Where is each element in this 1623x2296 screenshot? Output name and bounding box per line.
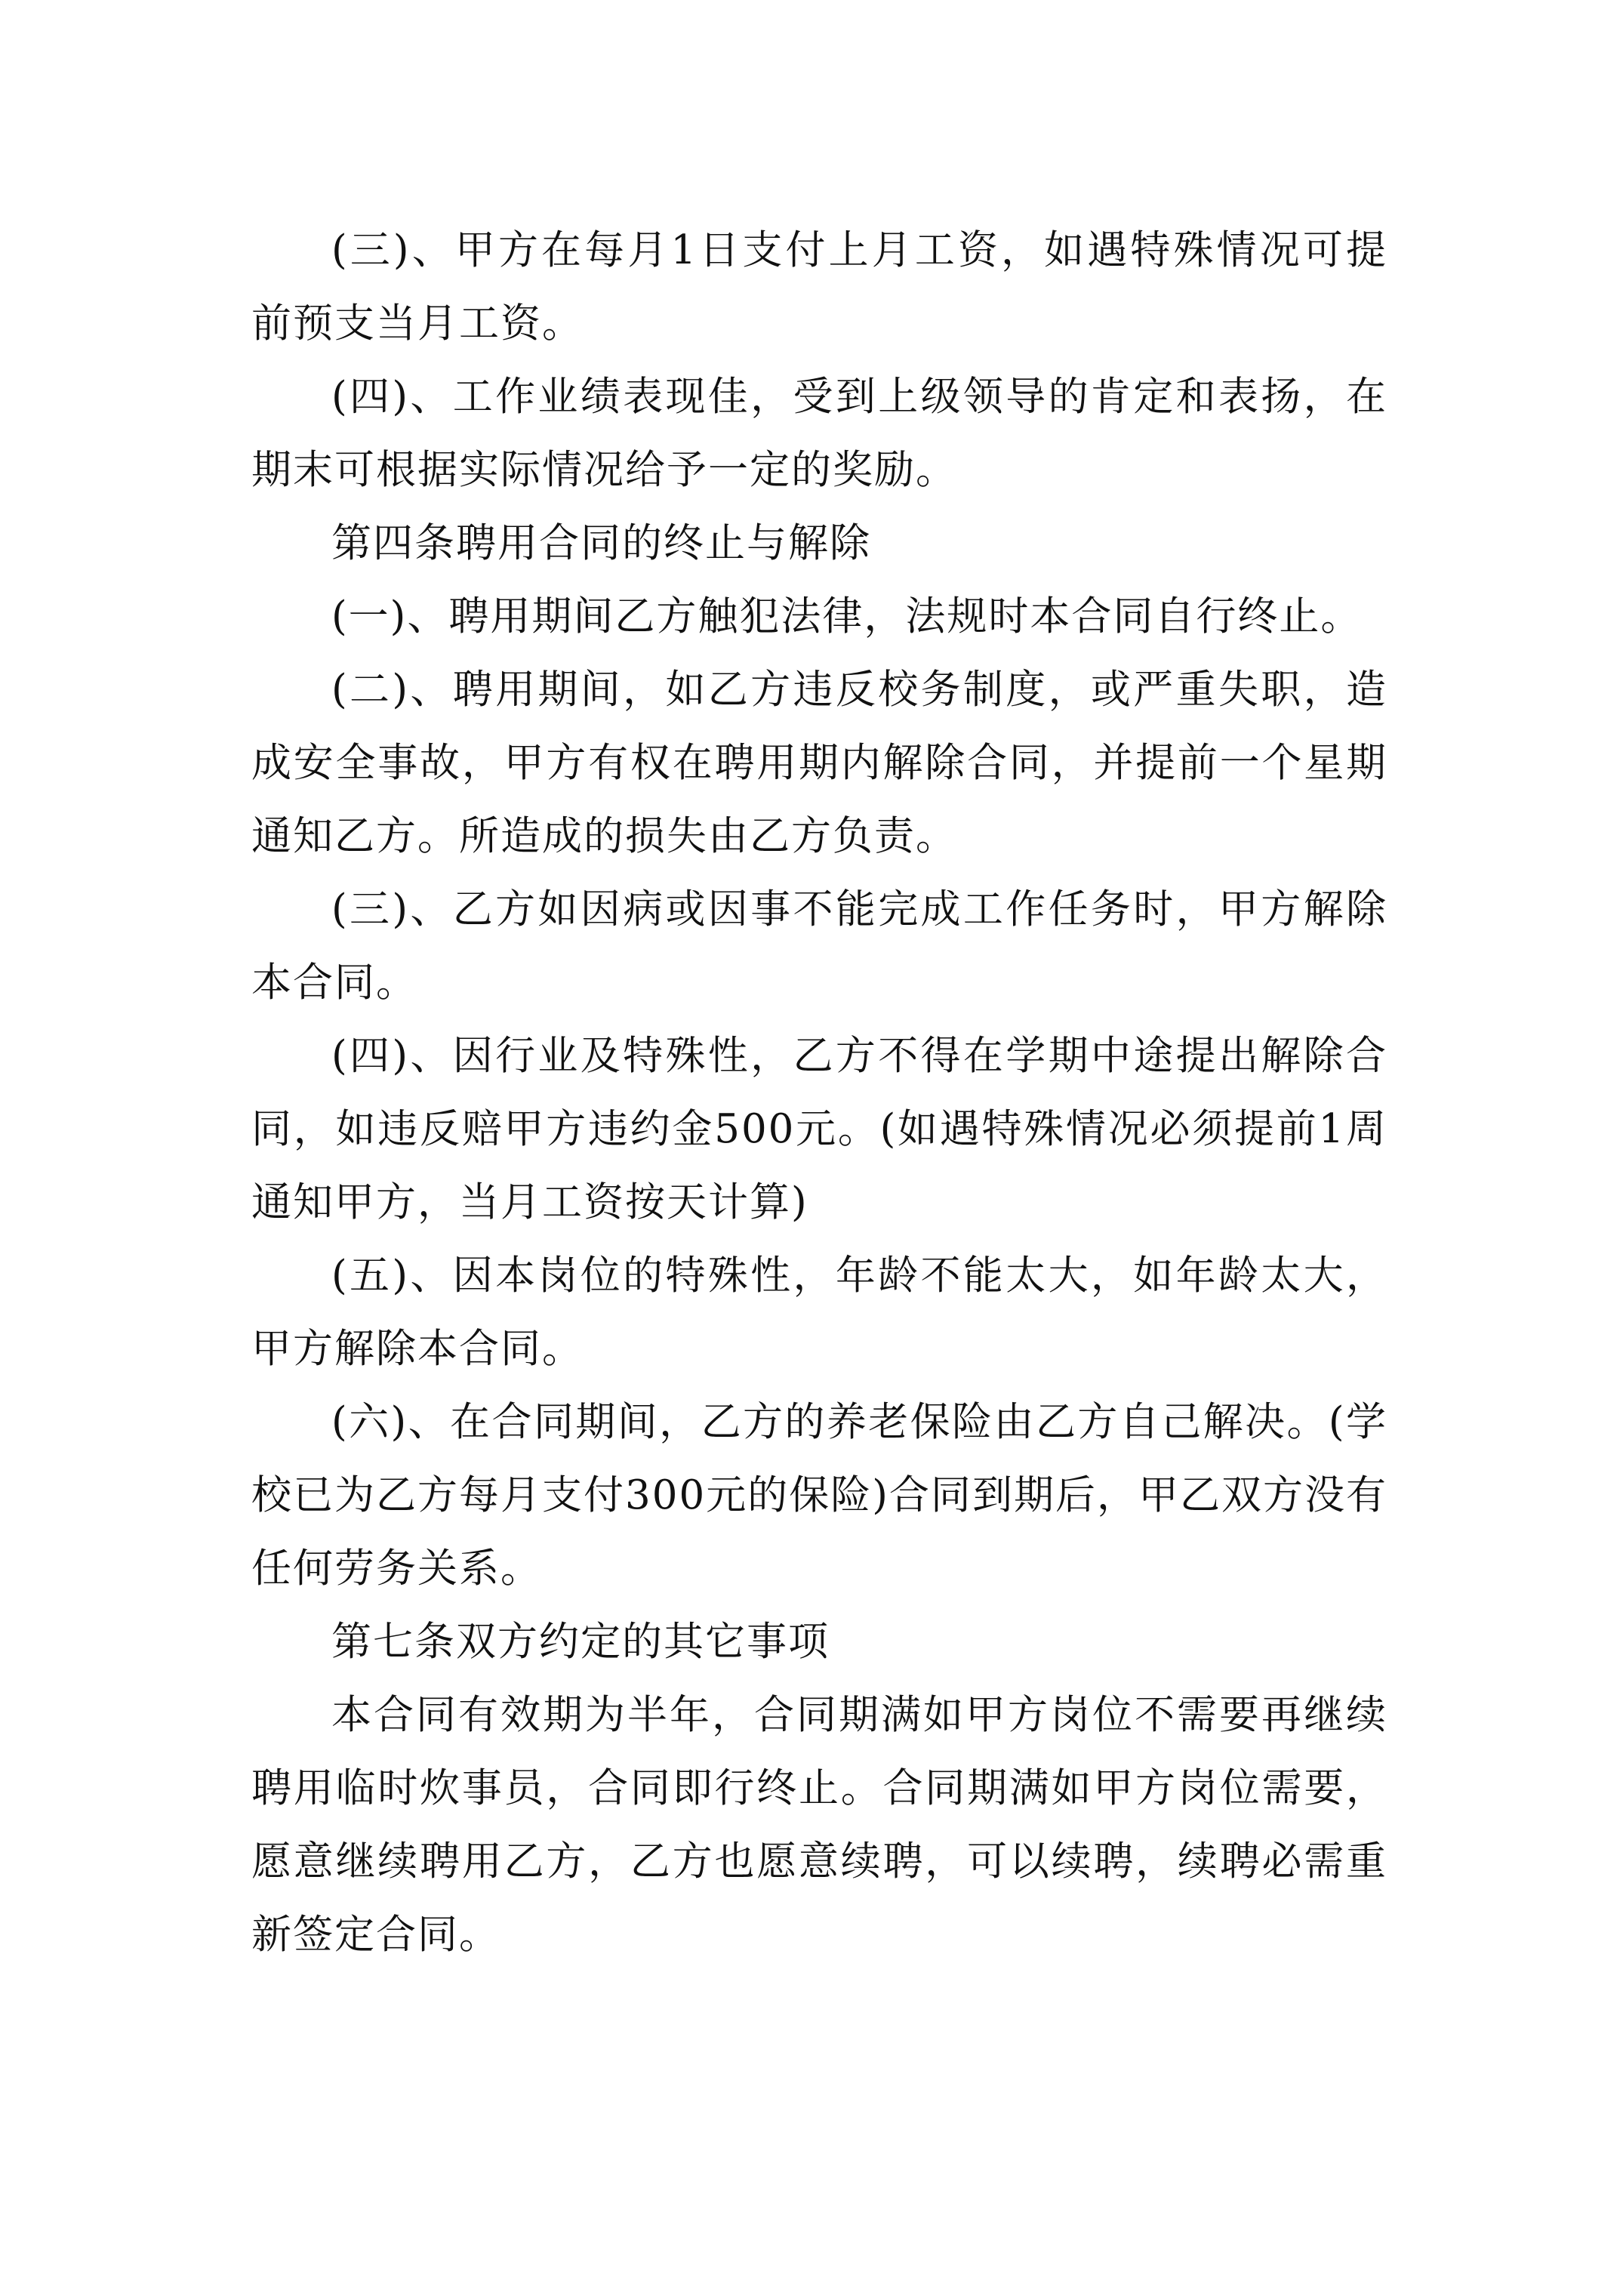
paragraph-contract-term: 本合同有效期为半年，合同期满如甲方岗位不需要再继续聘用临时炊事员，合同即行终止。合同期满如甲方岗位需要，愿意继续聘用乙方，乙方也愿意续聘，可以续聘，续聘必需重新签定合同。: [251, 1692, 1387, 1958]
paragraph-termination-midterm: (四)、因行业及特殊性，乙方不得在学期中途提出解除合同，如违反赔甲方违约金500元。(如遇特殊情况必须提前1周通知甲方，当月工资按天计算): [251, 1033, 1387, 1225]
document-body: [251, 214, 1387, 1971]
section-heading-article-7: 第七条双方约定的其它事项: [331, 1619, 830, 1665]
paragraph-salary-payment: (三)、甲方在每月1日支付上月工资，如遇特殊情况可提前预支当月工资。: [251, 227, 1387, 347]
section-heading-article-4: 第四条聘用合同的终止与解除: [331, 520, 871, 566]
paragraph-performance-reward: (四)、工作业绩表现佳，受到上级领导的肯定和表扬，在期末可根据实际情况给予一定的奖励。: [251, 374, 1387, 493]
paragraph-termination-illness: (三)、乙方如因病或因事不能完成工作任务时，甲方解除本合同。: [251, 886, 1387, 1006]
paragraph-termination-law: (一)、聘用期间乙方触犯法律，法规时本合同自行终止。: [331, 593, 1363, 639]
paragraph-pension-insurance: (六)、在合同期间，乙方的养老保险由乙方自己解决。(学校已为乙方每月支付300元的保险)合同到期后，甲乙双方没有任何劳务关系。: [251, 1399, 1387, 1592]
paragraph-termination-misconduct: (二)、聘用期间，如乙方违反校务制度，或严重失职，造成安全事故，甲方有权在聘用期内解除合同，并提前一个星期通知乙方。所造成的损失由乙方负责。: [251, 667, 1387, 859]
paragraph-termination-age: (五)、因本岗位的特殊性，年龄不能太大，如年龄太大，甲方解除本合同。: [251, 1253, 1387, 1372]
